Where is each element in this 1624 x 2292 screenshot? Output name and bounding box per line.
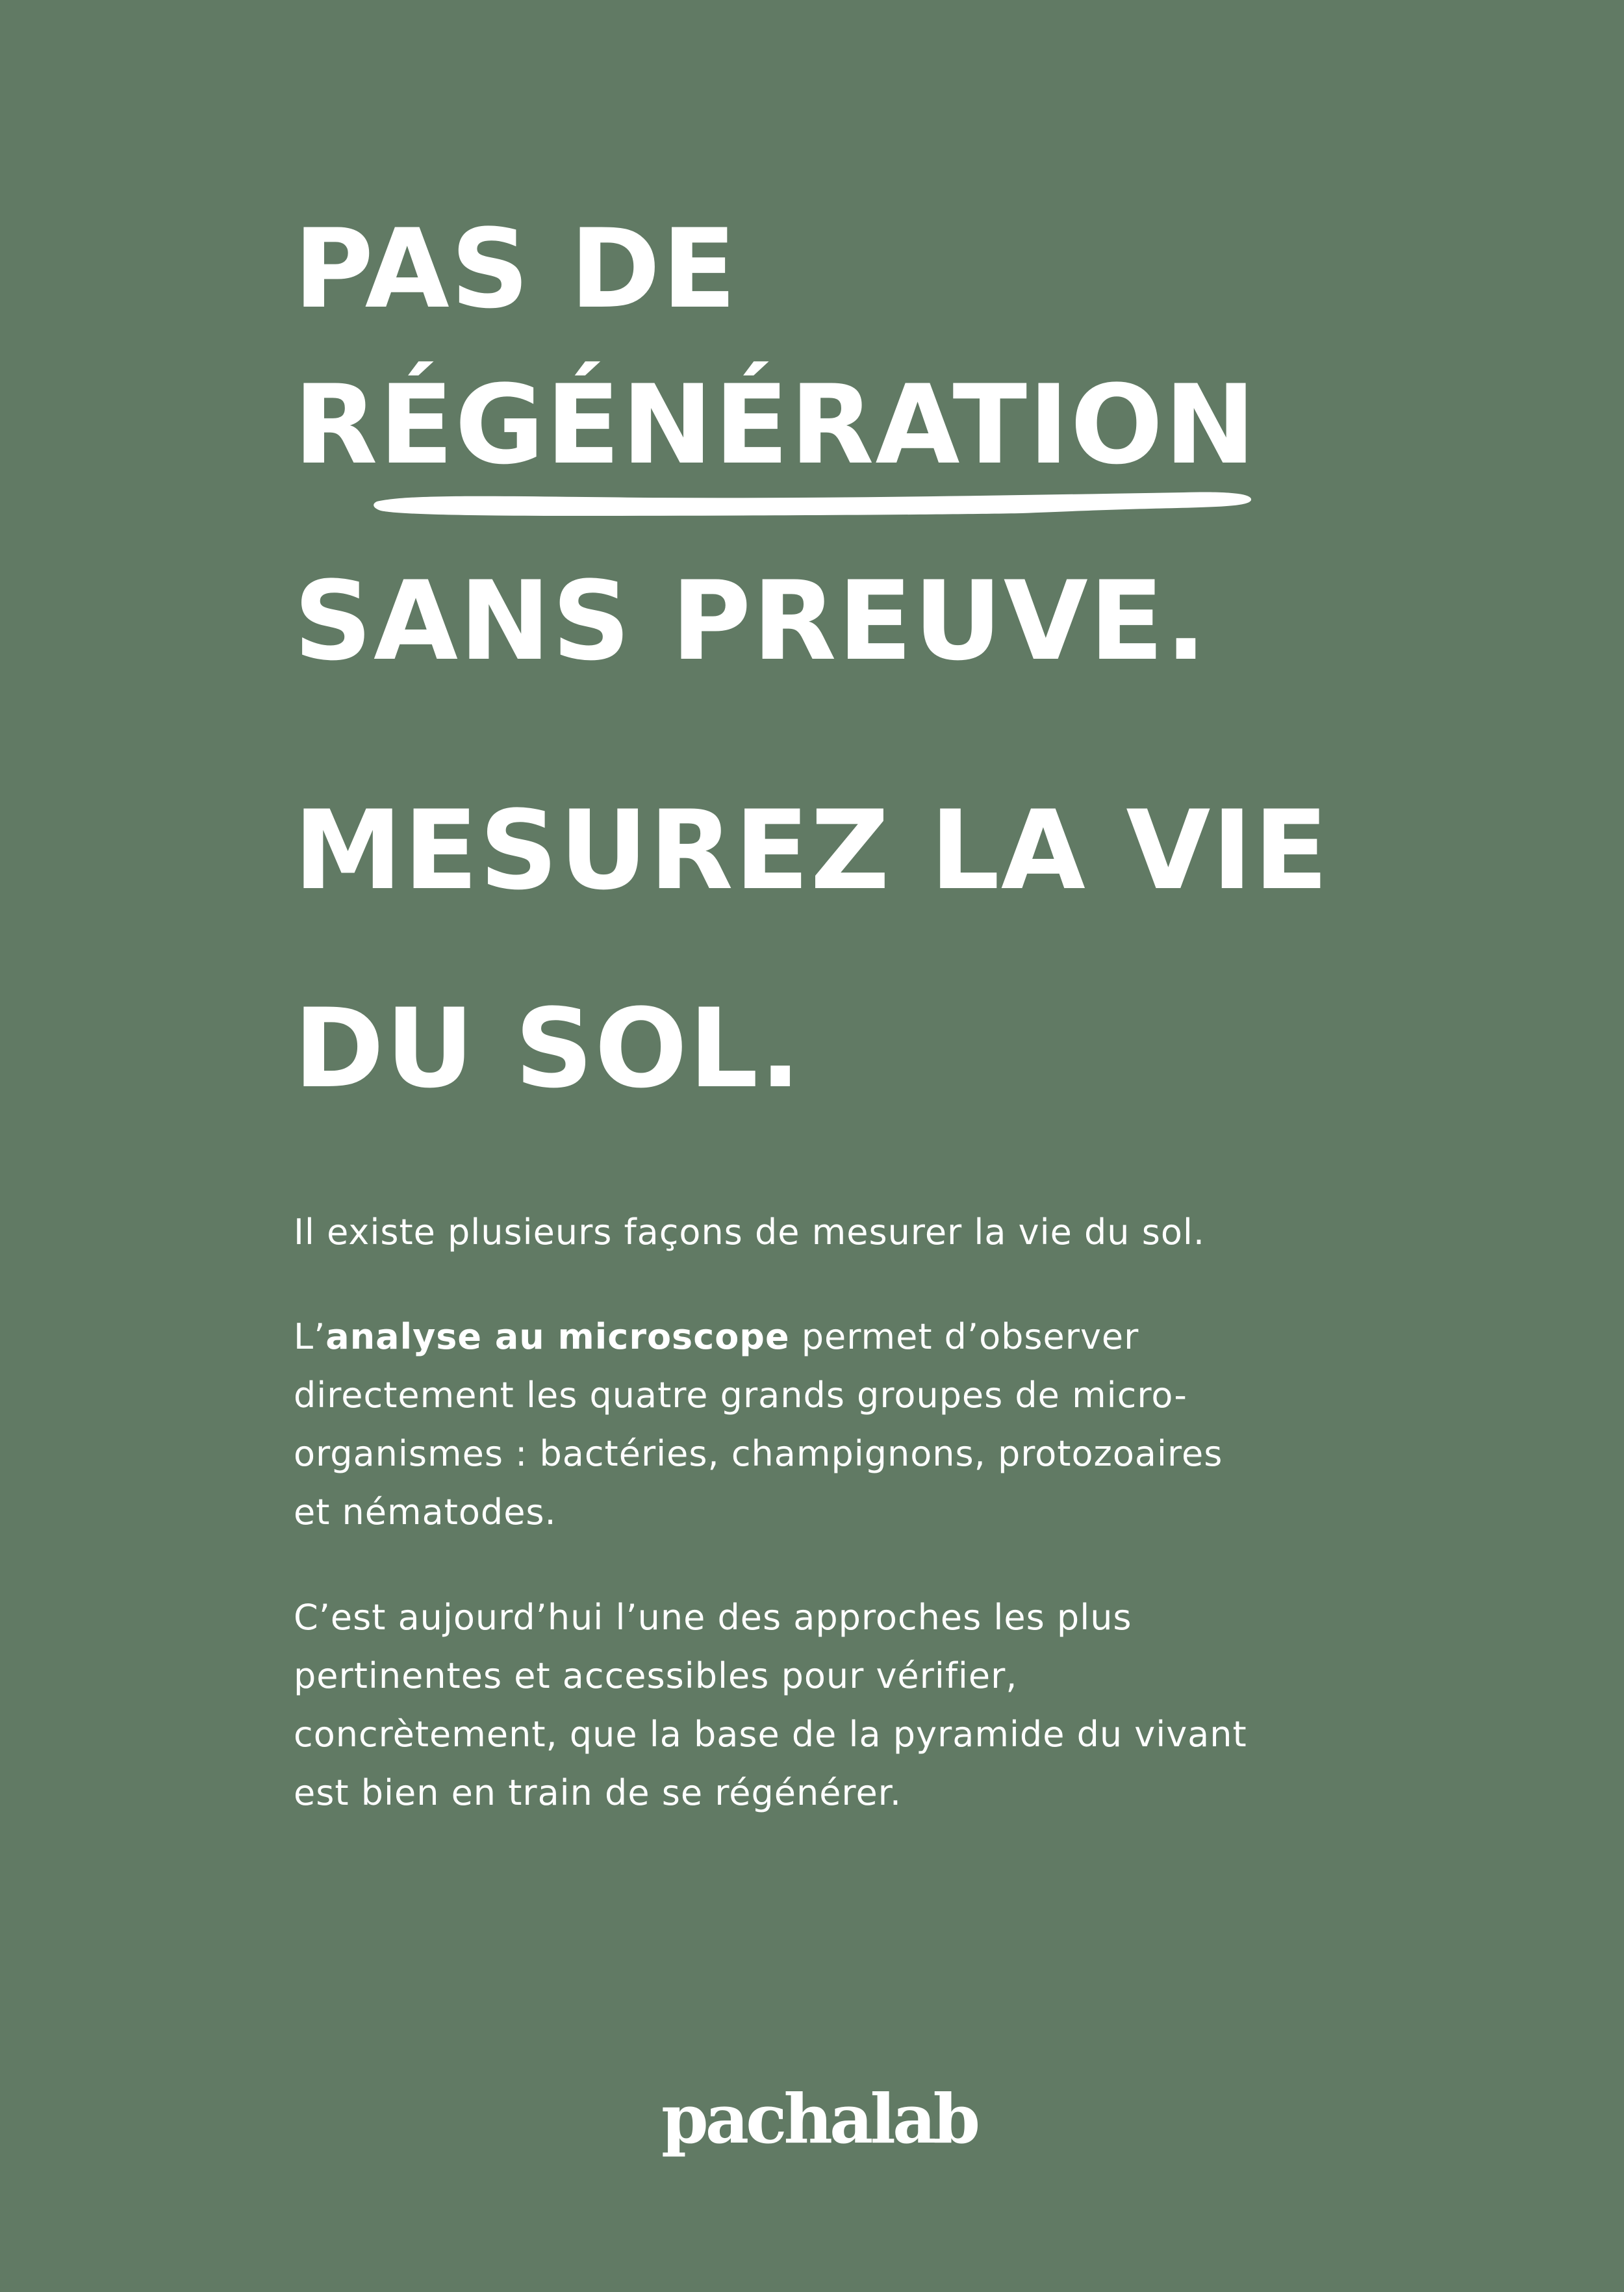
paragraph-intro-text: Il existe plusieurs façons de mesurer la vie du sol. [294,1212,1206,1253]
paragraph-approach-line-1: C’est aujourd’hui l’une des approches les plus [294,1597,1132,1638]
paragraph-microscope-line-1 [294,1308,1333,1366]
paragraph-microscope-line-3: organismes : bactéries, champignons, protozoaires [294,1433,1223,1474]
headline-line-5: DU SOL. [294,985,803,1112]
paragraph-intro [294,1203,1333,1262]
paragraph-approach-line-4: est bien en train de se régénérer. [294,1772,902,1813]
paragraph-microscope-prefix: L’ [294,1316,326,1357]
brush-underline-icon [372,482,1255,521]
paragraph-approach-line-2: pertinentes et accessibles pour vérifier, [294,1655,1018,1696]
headline-line-4: MESUREZ LA VIE [294,787,1330,914]
headline-line-2: RÉGÉNÉRATION [294,361,1258,489]
paragraph-microscope-line-2: directement les quatre grands groupes de micro- [294,1375,1187,1416]
paragraph-approach [294,1588,1333,1822]
paragraph-microscope-bold: analyse au microscope [325,1316,790,1357]
paragraph-microscope-line-4: et nématodes. [294,1492,557,1533]
headline-line-1: PAS DE [294,205,738,333]
headline-line-3: SANS PREUVE. [294,557,1208,685]
paragraph-microscope [294,1308,1333,1542]
paragraph-approach-line-3: concrètement, que la base de la pyramide du vivant [294,1714,1247,1755]
paragraph-microscope-line-1-rest: permet d’observer [789,1316,1139,1357]
pachalab-logo: pachalab [661,2079,978,2159]
